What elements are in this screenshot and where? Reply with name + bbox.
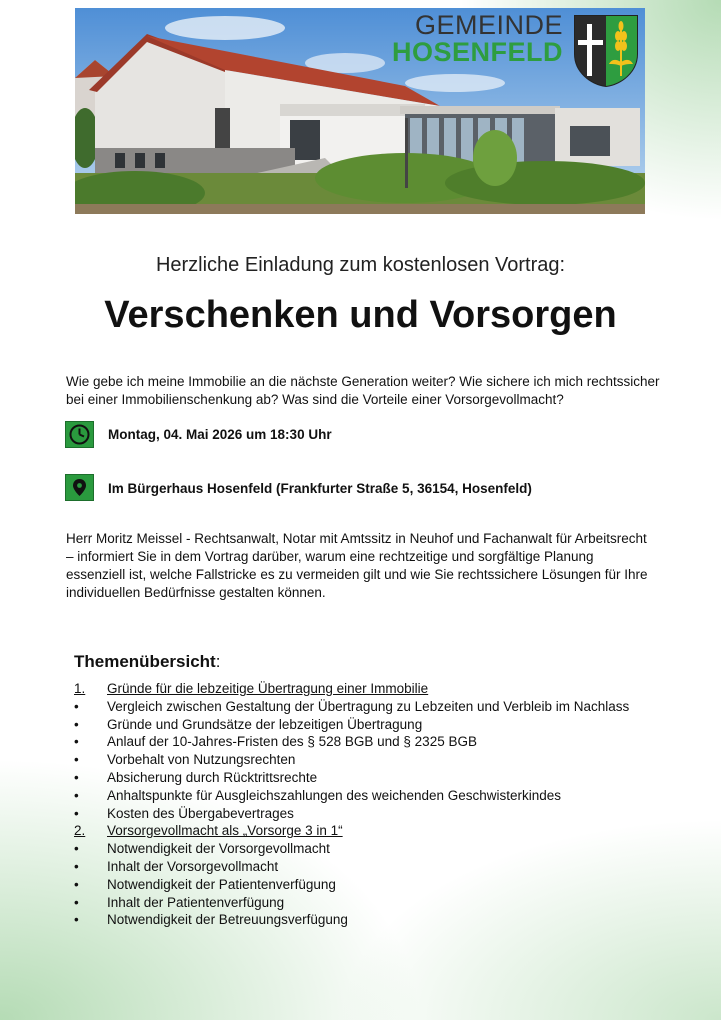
page-title: Verschenken und Vorsorgen bbox=[104, 294, 617, 336]
topics-heading-text: Themenübersicht bbox=[74, 652, 216, 671]
topics-heading bbox=[74, 652, 220, 672]
list-item-text: Notwendigkeit der Patientenverfügung bbox=[107, 876, 336, 892]
coat-of-arms-icon bbox=[573, 14, 639, 88]
section-number: 1. bbox=[74, 681, 86, 696]
bullet-marker: • bbox=[74, 876, 79, 892]
list-item bbox=[74, 787, 674, 805]
section-number: 2. bbox=[74, 823, 86, 839]
event-location: Im Bürgerhaus Hosenfeld (Frankfurter Straße 5, 36154, Hosenfeld) bbox=[108, 481, 532, 496]
list-item-text: Inhalt der Patientenverfügung bbox=[107, 894, 285, 910]
header-photo bbox=[75, 8, 645, 214]
event-date: Montag, 04. Mai 2026 um 18:30 Uhr bbox=[108, 427, 332, 442]
clock-icon bbox=[65, 421, 94, 448]
list-item-text: Notwendigkeit der Betreuungsverfügung bbox=[107, 912, 348, 928]
list-item bbox=[74, 805, 674, 823]
list-item-text: Anlauf der 10-Jahres-Fristen des § 528 BGB und § 2325 BGB bbox=[107, 734, 477, 750]
list-item bbox=[74, 751, 674, 769]
municipality-logo bbox=[392, 12, 563, 66]
list-item bbox=[74, 858, 674, 876]
list-item-text: Vorbehalt von Nutzungsrechten bbox=[107, 752, 296, 768]
list-item bbox=[74, 733, 674, 751]
list-item bbox=[74, 840, 674, 858]
list-item-text: Inhalt der Vorsorgevollmacht bbox=[107, 858, 279, 874]
list-item-text: Gründe für die lebzeitige Übertragung einer Immobilie bbox=[107, 681, 429, 696]
lead-question: Wie gebe ich meine Immobilie an die nächste Generation weiter? Wie sichere ich mich rechtssicher bei einer Immobilienschenkung ab? Was sind die Vorteile einer Vorsorgevollmacht? bbox=[66, 374, 660, 407]
bullet-marker: • bbox=[74, 698, 79, 714]
topic-section-heading bbox=[74, 680, 674, 698]
logo-line-gemeinde: GEMEINDE bbox=[414, 10, 563, 40]
list-item bbox=[74, 716, 674, 734]
list-item-text: Notwendigkeit der Vorsorgevollmacht bbox=[107, 841, 330, 857]
bullet-marker: • bbox=[74, 787, 79, 803]
topic-section-heading bbox=[74, 822, 674, 840]
list-item-text: Absicherung durch Rücktrittsrechte bbox=[107, 769, 318, 785]
topics-list bbox=[74, 680, 674, 929]
bullet-marker: • bbox=[74, 858, 79, 874]
list-item bbox=[74, 698, 674, 716]
topics-heading-colon: : bbox=[215, 652, 221, 671]
invitation-intro: Herzliche Einladung zum kostenlosen Vortrag: bbox=[155, 254, 566, 276]
bullet-marker: • bbox=[74, 912, 79, 928]
list-item-text: Vorsorgevollmacht als „Vorsorge 3 in 1“ bbox=[107, 823, 343, 839]
list-item bbox=[74, 894, 674, 912]
list-item-text: Vergleich zwischen Gestaltung der Übertragung zu Lebzeiten und Verbleib im Nachlass bbox=[107, 698, 630, 714]
bullet-marker: • bbox=[74, 734, 79, 750]
list-item bbox=[74, 876, 674, 894]
list-item-text: Gründe und Grundsätze der lebzeitigen Übertragung bbox=[107, 716, 423, 732]
bullet-marker: • bbox=[74, 716, 79, 732]
bullet-marker: • bbox=[74, 841, 79, 857]
bullet-marker: • bbox=[74, 752, 79, 768]
list-item-text: Anhaltspunkte für Ausgleichszahlungen des weichenden Geschwisterkindes bbox=[107, 787, 562, 803]
list-item-text: Kosten des Übergabevertrages bbox=[107, 805, 294, 821]
speaker-description: Herr Moritz Meissel - Rechtsanwalt, Notar mit Amtssitz in Neuhof und Fachanwalt für Arbeitsrecht – informiert Sie in dem Vortrag darüber, warum eine rechtzeitige und sorgfältige Planung essenziell ist, welche Fallstricke es zu vermeiden gilt und wie Sie rechtssichere Lösungen für Ihre individuellen Bedürfnisse gestalten können. bbox=[66, 531, 648, 600]
location-pin-icon bbox=[65, 474, 94, 501]
bullet-marker: • bbox=[74, 769, 79, 785]
list-item bbox=[74, 769, 674, 787]
bullet-marker: • bbox=[74, 805, 79, 821]
bullet-marker: • bbox=[74, 894, 79, 910]
list-item bbox=[74, 911, 674, 929]
logo-line-hosenfeld: HOSENFELD bbox=[391, 37, 563, 67]
